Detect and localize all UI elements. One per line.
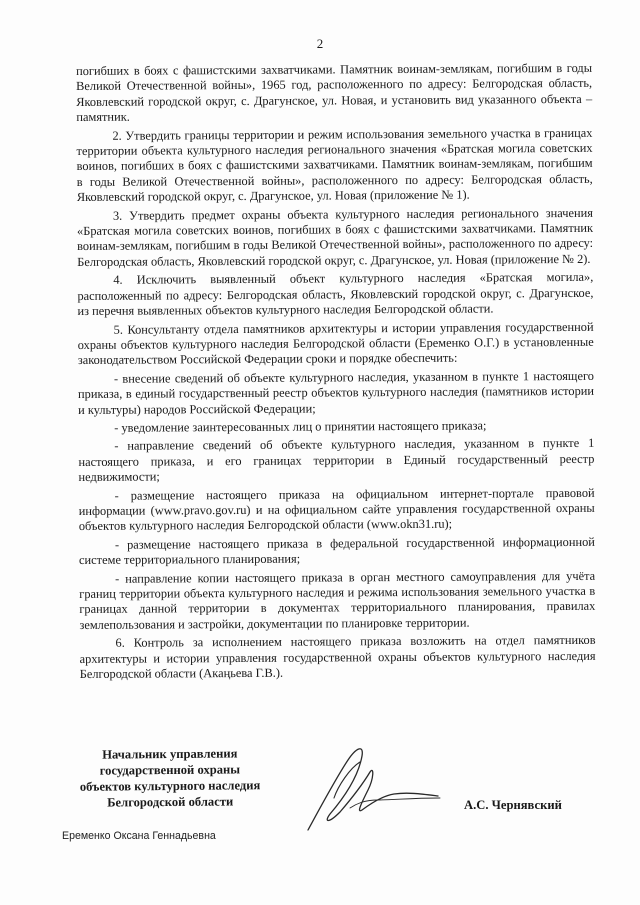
paragraph-continuation: погибших в боях с фашистскими захватчиками. Памятник воинам-землякам, погибшим в годы Великой Отечественной войны», 1965 год, расположенного по адресу: Белгородская область, Яковлевский городской округ, с. Драгунское, ул. Новая, и установить вид указанного объекта – памятник.	[76, 60, 593, 125]
page-number: 2	[316, 36, 324, 51]
paragraph-item-4: 4. Исключить выявленный объект культурного наследия «Братская могила», расположенный по адресу: Белгородская область, Яковлевский городской округ, с. Драгунское, из перечня выявленных объектов культурного наследия Белгородской области.	[77, 270, 594, 319]
signatory-title-line: Белгородской области	[107, 794, 234, 810]
list-item-real-estate-registry: - направление сведений об объекте культурного наследия, указанном в пункте 1 настоящего приказа, и его границах территории в Единый государственный реестр недвижимости;	[78, 436, 595, 485]
order-body-text	[76, 61, 596, 686]
list-item-notification: - уведомление заинтересованных лиц о принятии настоящего приказа;	[114, 418, 487, 435]
signatory-title-line: Начальник управления	[102, 746, 238, 762]
list-item-registry-entry: - внесение сведений об объекте культурного наследия, указанном в пункте 1 настоящего приказа, в единый государственный реестр объектов культурного наследия (памятников истории и культуры) народов Российской Федерации;	[77, 368, 595, 417]
signatory-title-line: объектов культурного наследия	[79, 778, 261, 794]
list-item-publication: - размещение настоящего приказа на официальном интернет-портале правовой информации (www.pravo.gov.ru) и на официальном сайте управления государственной охраны объектов культурного наследия Белгородской области (www.okn31.ru);	[78, 485, 595, 534]
signatory-title-line: государственной охраны	[99, 762, 241, 778]
executor-name: Еременко Оксана Геннадьевна	[62, 830, 216, 842]
signer-name: А.С. Чернявский	[464, 798, 562, 812]
paragraph-item-3: 3. Утвердить предмет охраны объекта культурного наследия регионального значения «Братская могила советских воинов, погибших в боях с фашистскими захватчиками. Памятник воинам-землякам, погибшим в годы Великой Отечественной войны», расположенного по адресу: Белгородская область, Яковлевский городской округ, с. Драгунское, ул. Новая (приложение № 2).	[76, 205, 594, 269]
handwritten-signature	[290, 738, 450, 838]
list-item-planning-system: - размещение настоящего приказа в федеральной государственной информационной системе территориального планирования;	[78, 534, 595, 568]
list-item-local-government: - направление копии настоящего приказа в орган местного самоуправления для учёта границ территории объекта культурного наследия и режима использования земельного участка в границах данной территории в документах территориального планирования, правилах землепользования и застройки, документации по планировке территории.	[79, 568, 596, 632]
signatory-title	[70, 745, 271, 811]
paragraph-item-5: 5. Консультанту отдела памятников архитектуры и истории управления государственной охраны объектов культурного наследия Белгородской области (Еременко О.Г.) в установленные законодательством Российской Федерации сроки и порядке обеспечить:	[77, 319, 594, 368]
paragraph-item-6: 6. Контроль за исполнением настоящего приказа возложить на отдел памятников архитектуры и истории управления государственной охраны объектов культурного наследия Белгородской области (Акаңьева Г.В.).	[79, 633, 596, 682]
paragraph-item-2: 2. Утвердить границы территории и режим использования земельного участка в границах территории объекта культурного наследия регионального значения «Братская могила советских воинов, погибших в боях с фашистскими захватчиками. Памятник воинам-землякам, погибшим в годы Великой Отечественной войны», расположенного по адресу: Белгородская область, Яковлевский городской округ, с. Драгунское, ул. Новая (приложение № 1).	[76, 125, 593, 205]
